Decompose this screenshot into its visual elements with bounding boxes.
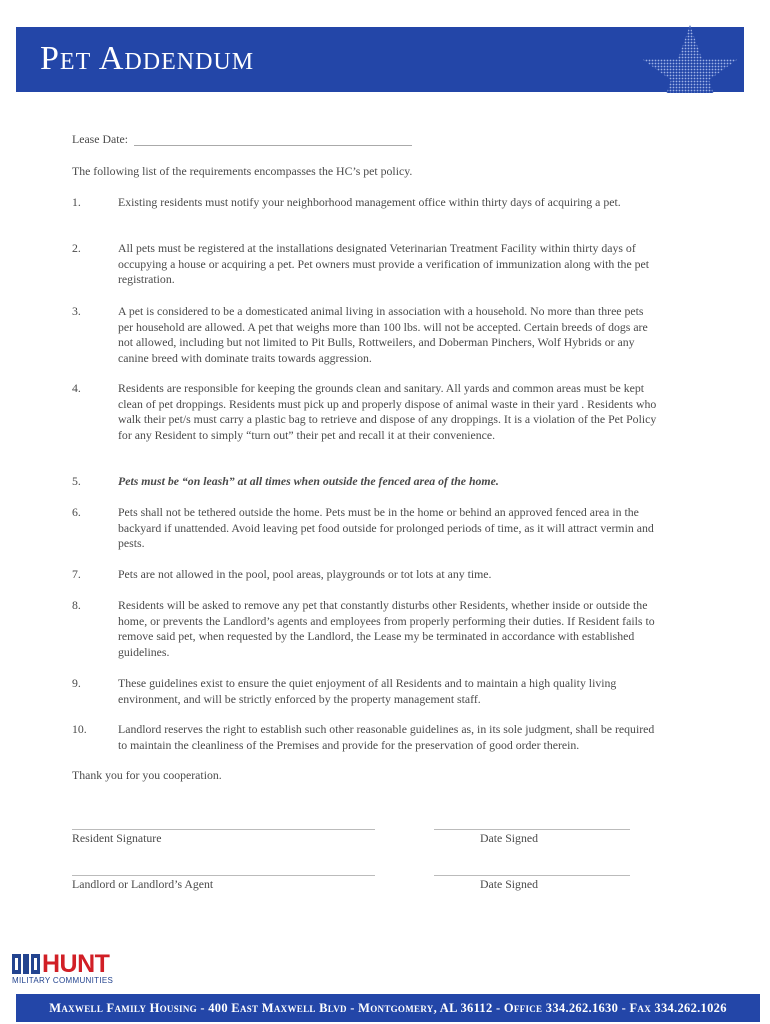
thanks-text: Thank you for you cooperation.	[72, 768, 222, 782]
item-text: Pets are not allowed in the pool, pool areas, playgrounds or tot lots at any time.	[118, 567, 492, 581]
item-text: A pet is considered to be a domesticated animal living in association with a household. No more than three pets per household are allowed. A pet that weighs more than 100 lbs. will not be accepted. Certain breeds of dogs are not allowed, including but not limited to Pit Bulls, Rottweilers, and Doberman Pinchers, Wolf Hybrids or any canine breed with dominate traits towards aggression.	[118, 304, 648, 365]
landlord-date-label: Date Signed	[480, 877, 538, 891]
landlord-date-field[interactable]	[434, 875, 630, 876]
item-text: Pets shall not be tethered outside the home. Pets must be in the home or behind an approved fenced area in the backyard if unattended. Avoid leaving pet food outside for prolonged periods of time, as it will attract vermin and pests.	[118, 505, 654, 551]
item-number: 2.	[72, 241, 81, 255]
resident-signature-field[interactable]	[72, 829, 375, 830]
resident-signature-label: Resident Signature	[72, 831, 162, 845]
item-number: 8.	[72, 598, 81, 612]
lease-date-field[interactable]	[134, 145, 412, 146]
item-text: Existing residents must notify your neighborhood management office within thirty days of acquiring a pet.	[118, 195, 621, 209]
item-number: 1.	[72, 195, 81, 209]
item-text: Residents will be asked to remove any pet that constantly disturbs other Residents, whether inside or outside the home, or prevents the Landlord’s agents and employees from properly performing their duties. If Resident fails to remove said pet, when requested by the Landlord, the Lease my be terminated in accordance with established guidelines.	[118, 598, 655, 659]
item-text: Residents are responsible for keeping the grounds clean and sanitary. All yards and common areas must be kept clean of pet droppings. Residents must pick up and properly dispose of animal waste in their yard . Residents who walk their pet/s must carry a plastic bag to retrieve and dispose of any droppings. It is a violation of the Pet Policy for any Resident to simply “turn out” their pet and recall it at their convenience.	[118, 381, 657, 442]
lease-date-label: Lease Date:	[72, 132, 129, 146]
resident-date-label: Date Signed	[480, 831, 538, 845]
page-title: Pet Addendum	[40, 40, 255, 77]
landlord-signature-label: Landlord or Landlord’s Agent	[72, 877, 214, 891]
item-number: 3.	[72, 304, 81, 318]
footer-address: Maxwell Family Housing - 400 East Maxwell Blvd - Montgomery, AL 36112 - Office 334.262.1630 - Fax 334.262.1026	[49, 1001, 727, 1015]
logo-subtitle: MILITARY COMMUNITIES	[12, 976, 114, 985]
item-number: 7.	[72, 567, 81, 581]
header-band	[16, 27, 744, 92]
hunt-logo	[12, 950, 142, 988]
resident-date-field[interactable]	[434, 829, 630, 830]
item-text: Landlord reserves the right to establish such other reasonable guidelines as, in its sole judgment, shall be required to maintain the cleanliness of the Premises and provide for the preservation of good order therein.	[118, 722, 655, 752]
star-icon	[624, 23, 744, 93]
item-text: Pets must be “on leash” at all times when outside the fenced area of the home.	[118, 474, 499, 488]
item-number: 6.	[72, 505, 81, 519]
item-number: 10.	[72, 722, 87, 736]
item-text: All pets must be registered at the installations designated Veterinarian Treatment Facility within thirty days of occupying a house or acquiring a pet. Pet owners must provide a verification of immunization along with the pet registration.	[118, 241, 650, 287]
item-number: 4.	[72, 381, 81, 395]
landlord-signature-field[interactable]	[72, 875, 375, 876]
item-number: 5.	[72, 474, 81, 488]
item-number: 9.	[72, 676, 81, 690]
item-text: These guidelines exist to ensure the quiet enjoyment of all Residents and to maintain a high quality living environment, and will be strictly enforced by the property management staff.	[118, 676, 617, 706]
logo-wordmark: HUNT	[42, 950, 110, 978]
intro-text: The following list of the requirements encompasses the HC’s pet policy.	[72, 164, 413, 178]
logo-mark-icon	[12, 952, 40, 976]
footer-band	[16, 994, 760, 1022]
